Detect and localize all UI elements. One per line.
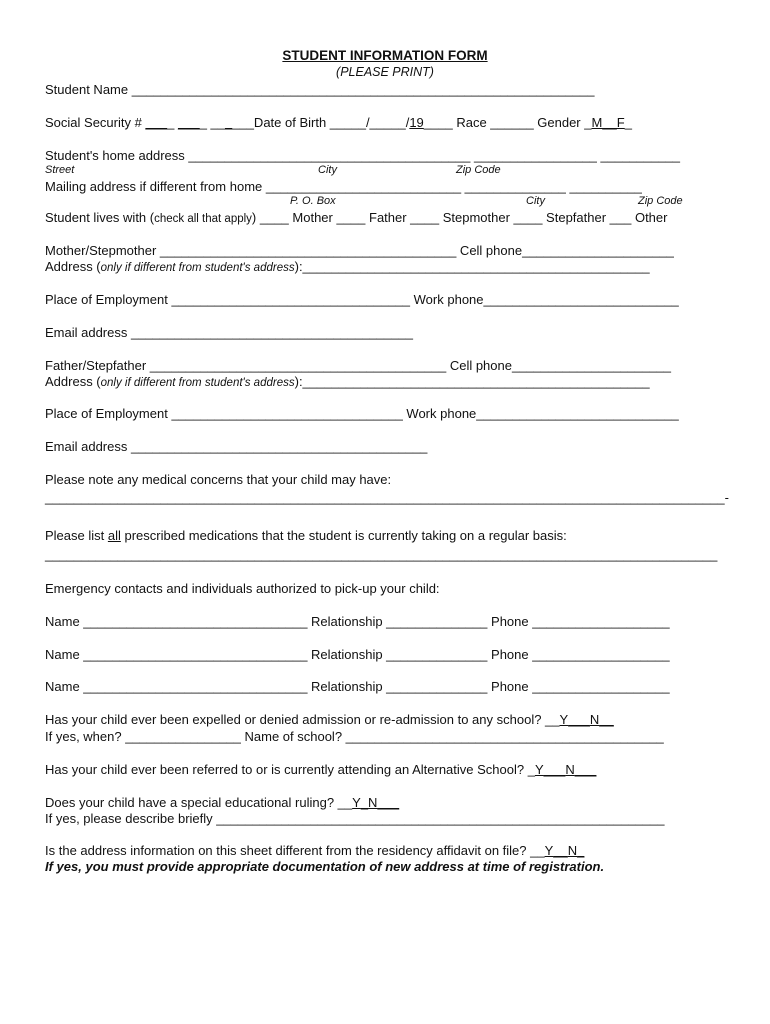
emergency-contact-1[interactable]: Name _______________________________ Relationship ______________ Phone ___________________ [45, 614, 670, 629]
address-diff-no[interactable]: N [567, 843, 578, 858]
expelled-text: Has your child ever been expelled or denied admission or re-admission to any school? __ [45, 712, 560, 727]
medications-line[interactable]: _____________________________________________________________________________________________ [45, 547, 718, 562]
medications-text-all: all [107, 528, 121, 543]
alternative-school-question[interactable] [45, 762, 596, 777]
address-hint: only if different from student's address [100, 262, 295, 274]
gender-trail: _ [624, 115, 632, 130]
city2-sublabel: City [526, 195, 545, 207]
form-title: STUDENT INFORMATION FORM [282, 48, 488, 63]
race-gender-label[interactable]: ____ Race ______ Gender _ [423, 115, 592, 130]
zip2-sublabel: Zip Code [638, 195, 683, 207]
medications-label [45, 528, 567, 543]
expelled-gap: ___ [568, 712, 590, 727]
ruling-description-field[interactable]: If yes, please describe briefly ______________________________________________________________ [45, 811, 665, 826]
ruling-yes[interactable]: Y [352, 795, 361, 810]
emergency-contacts-label: Emergency contacts and individuals authorized to pick-up your child: [45, 581, 440, 596]
address-line[interactable]: ):________________________________________________ [294, 374, 650, 389]
alternative-trail: ___ [574, 762, 597, 777]
street-sublabel: Street [45, 164, 75, 176]
expelled-question[interactable] [45, 712, 614, 727]
mother-address-field[interactable] [45, 259, 650, 276]
expelled-details-field[interactable]: If yes, when? ________________ Name of school? ____________________________________________ [45, 729, 664, 744]
city-sublabel: City [318, 164, 337, 176]
medications-text-1: Please list [45, 528, 108, 543]
form-subtitle: (PLEASE PRINT) [336, 65, 434, 79]
ssn-sep-2: _ __ [199, 115, 225, 130]
emergency-contact-3[interactable]: Name _______________________________ Relationship ______________ Phone ___________________ [45, 679, 670, 694]
address-different-question[interactable] [45, 843, 584, 858]
ruling-trail: ___ [377, 795, 400, 810]
gender-options[interactable]: M__F [591, 115, 625, 130]
ruling-no[interactable]: N [368, 795, 378, 810]
mailing-address-field[interactable]: Mailing address if different from home ___________________________ ______________ __________ [45, 179, 642, 194]
medical-concerns-label: Please note any medical concerns that your child may have: [45, 472, 392, 487]
father-field[interactable]: Father/Stepfather _________________________________________ Cell phone______________________ [45, 358, 672, 373]
ssn-part-3[interactable]: _ [225, 115, 233, 130]
address-diff-trail: _ [577, 843, 585, 858]
lives-with-options[interactable]: ) ____ Mother ____ Father ____ Stepmother ____ Stepfather ___ Other [251, 210, 668, 225]
lives-with-row[interactable] [45, 210, 667, 227]
address-diff-yes[interactable]: Y [544, 843, 554, 858]
ssn-part-2[interactable]: ___ [177, 115, 200, 130]
alternative-gap: ___ [543, 762, 566, 777]
expelled-trail: __ [599, 712, 614, 727]
address-hint: only if different from student's address [100, 377, 295, 389]
ssn-part-1[interactable]: ___ [145, 115, 168, 130]
medical-concerns-line[interactable]: ______________________________________________________________________________________________- [45, 490, 729, 505]
alternative-no[interactable]: N [565, 762, 575, 777]
father-address-field[interactable] [45, 374, 650, 391]
zip-sublabel: Zip Code [456, 164, 501, 176]
dob-field[interactable]: ___Date of Birth _____/_____/ [232, 115, 410, 130]
address-diff-text: Is the address information on this sheet different from the residency affidavit on file? __ [45, 843, 545, 858]
alternative-yes[interactable]: Y [534, 762, 544, 777]
documentation-notice: If yes, you must provide appropriate documentation of new address at time of registration. [45, 859, 605, 874]
po-box-sublabel: P. O. Box [290, 195, 336, 207]
home-address-field[interactable]: Student's home address _______________________________________ _________________ ___________ [45, 148, 681, 163]
dob-century: 19 [409, 115, 424, 130]
ssn-dob-race-gender-row[interactable] [45, 115, 632, 130]
father-email-field[interactable]: Email address _________________________________________ [45, 439, 428, 454]
father-employment-field[interactable]: Place of Employment ________________________________ Work phone____________________________ [45, 406, 679, 421]
address-label: Address ( [45, 259, 101, 274]
expelled-no[interactable]: N [589, 712, 600, 727]
mother-field[interactable]: Mother/Stepmother _________________________________________ Cell phone_____________________ [45, 243, 674, 258]
ruling-gap: _ [360, 795, 369, 810]
mother-employment-field[interactable]: Place of Employment _________________________________ Work phone___________________________ [45, 292, 679, 307]
ruling-text: Does your child have a special educational ruling? __ [45, 795, 353, 810]
ssn-label: Social Security # [45, 115, 146, 130]
ssn-sep-1: _ [167, 115, 178, 130]
mother-email-field[interactable]: Email address _______________________________________ [45, 325, 413, 340]
special-ruling-question[interactable] [45, 795, 399, 810]
lives-with-label: Student lives with ( [45, 210, 155, 225]
student-name-field[interactable]: Student Name ________________________________________________________________ [45, 82, 595, 97]
medications-text-2: prescribed medications that the student is currently taking on a regular basis: [120, 528, 567, 543]
lives-with-hint: check all that apply [154, 213, 252, 225]
alternative-text: Has your child ever been referred to or is currently attending an Alternative School? _ [45, 762, 535, 777]
emergency-contact-2[interactable]: Name _______________________________ Relationship ______________ Phone ___________________ [45, 647, 670, 662]
address-label: Address ( [45, 374, 101, 389]
address-line[interactable]: ):________________________________________________ [294, 259, 650, 274]
address-diff-gap: __ [553, 843, 568, 858]
expelled-yes[interactable]: Y [559, 712, 569, 727]
